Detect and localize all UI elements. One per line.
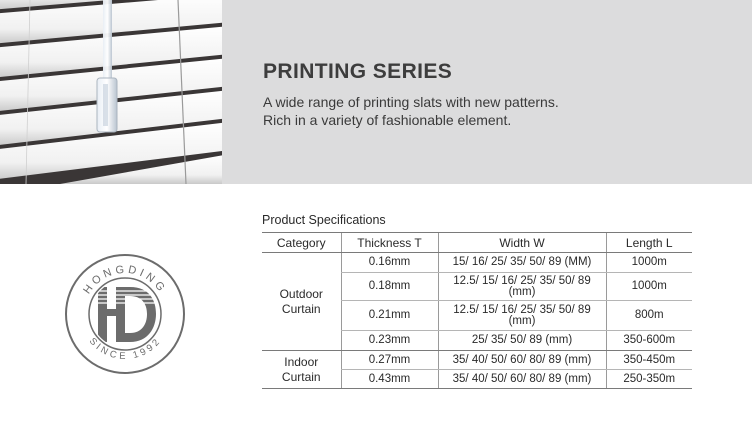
header-thickness: Thickness T: [341, 233, 438, 253]
table-header-row: [262, 233, 692, 253]
logo-since-text: SINCE 1992: [86, 336, 164, 363]
length-cell: 250-350m: [606, 370, 692, 389]
table-row: [262, 253, 692, 273]
spec-title: Product Specifications: [262, 213, 386, 227]
width-cell: 35/ 40/ 50/ 60/ 80/ 89 (mm): [438, 351, 606, 370]
logo-brand-text: HONGDING: [81, 263, 169, 297]
length-cell: 1000m: [606, 253, 692, 273]
width-cell: 25/ 35/ 50/ 89 (mm): [438, 331, 606, 351]
thickness-cell: 0.43mm: [341, 370, 438, 389]
width-cell: 15/ 16/ 25/ 35/ 50/ 89 (MM): [438, 253, 606, 273]
banner: [0, 0, 752, 184]
category-outdoor: Outdoor Curtain: [262, 253, 341, 351]
hongding-logo: [64, 253, 186, 375]
description-line: Rich in a variety of fashionable element.: [263, 112, 512, 128]
length-cell: 350-450m: [606, 351, 692, 370]
header-length: Length L: [606, 233, 692, 253]
thickness-cell: 0.21mm: [341, 301, 438, 331]
series-title: PRINTING SERIES: [263, 60, 453, 83]
header-category: Category: [262, 233, 341, 253]
thickness-cell: 0.27mm: [341, 351, 438, 370]
header-width: Width W: [438, 233, 606, 253]
length-cell: 1000m: [606, 273, 692, 301]
category-indoor: Indoor Curtain: [262, 351, 341, 389]
width-cell: 12.5/ 15/ 16/ 25/ 35/ 50/ 89 (mm): [438, 301, 606, 331]
table-row: [262, 351, 692, 370]
width-cell: 12.5/ 15/ 16/ 25/ 35/ 50/ 89 (mm): [438, 273, 606, 301]
thickness-cell: 0.16mm: [341, 253, 438, 273]
series-description: [263, 93, 559, 129]
thickness-cell: 0.23mm: [341, 331, 438, 351]
thickness-cell: 0.18mm: [341, 273, 438, 301]
blinds-photo: [0, 0, 222, 184]
description-line: A wide range of printing slats with new patterns.: [263, 94, 559, 110]
length-cell: 800m: [606, 301, 692, 331]
length-cell: 350-600m: [606, 331, 692, 351]
spec-table: [262, 232, 692, 389]
width-cell: 35/ 40/ 50/ 60/ 80/ 89 (mm): [438, 370, 606, 389]
